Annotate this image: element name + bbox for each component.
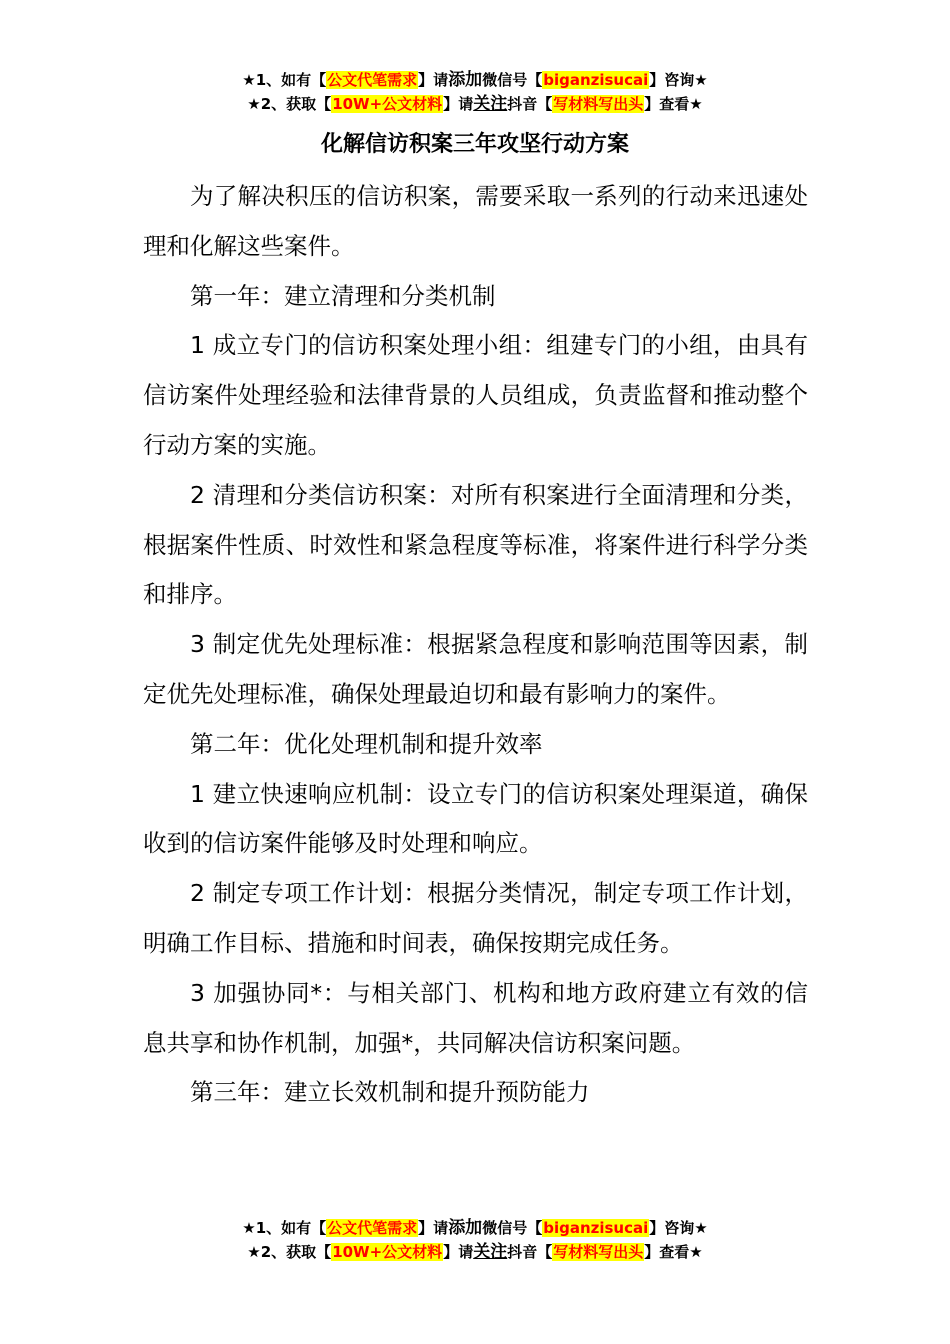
paragraph: 1 成立专门的信访积案处理小组：组建专门的小组，由具有信访案件处理经验和法律背景的人员组成，负责监督和推动整个行动方案的实施。 (143, 331, 808, 459)
promo-text: 微信号【 (482, 71, 543, 89)
promo-wechat-id: biganzisucai (543, 1219, 649, 1237)
promo-emphasis: 关注 (473, 94, 508, 114)
promo-highlight: 10W+公文材料 (332, 1243, 443, 1261)
promo-text: 】咨询★ (649, 1219, 708, 1237)
promo-text: 抖音【 (507, 95, 553, 113)
promo-line-2 (0, 92, 950, 116)
section-heading: 第三年：建立长效机制和提升预防能力 (190, 1078, 590, 1107)
paragraph: 3 制定优先处理标准：根据紧急程度和影响范围等因素，制定优先处理标准，确保处理最迫切和最有影响力的案件。 (143, 630, 808, 708)
promo-highlight: 10W+公文材料 (332, 95, 443, 113)
promo-banner-bottom (0, 1216, 950, 1264)
promo-text: 】查看★ (644, 1243, 703, 1261)
promo-text: ★2、获取【 (247, 1243, 332, 1261)
document-body (143, 172, 808, 1118)
promo-text: 】请 (418, 71, 449, 89)
promo-text: 】请 (443, 1243, 474, 1261)
paragraph: 1 建立快速响应机制：设立专门的信访积案处理渠道，确保收到的信访案件能够及时处理和响应。 (143, 779, 808, 858)
promo-line-1 (0, 68, 950, 92)
promo-douyin-id: 写材料写出头 (553, 1243, 644, 1261)
promo-text: 】查看★ (644, 95, 703, 113)
promo-text: 】请 (418, 1219, 449, 1237)
document-title: 化解信访积案三年攻坚行动方案 (320, 132, 629, 157)
promo-emphasis: 添加 (448, 1218, 483, 1238)
section-heading: 第一年：建立清理和分类机制 (190, 281, 496, 310)
paragraph: 为了解决积压的信访积案，需要采取一系列的行动来迅速处理和化解这些案件。 (143, 182, 808, 260)
section-heading: 第二年：优化处理机制和提升效率 (190, 729, 543, 758)
paragraph: 2 制定专项工作计划：根据分类情况，制定专项工作计划，明确工作目标、措施和时间表，确保按期完成任务。 (143, 879, 808, 957)
promo-highlight: 公文代笔需求 (327, 71, 418, 89)
promo-douyin-id: 写材料写出头 (553, 95, 644, 113)
promo-text: 】咨询★ (649, 71, 708, 89)
promo-text: 】请 (443, 95, 474, 113)
promo-text: ★2、获取【 (247, 95, 332, 113)
paragraph: 3 加强协同*：与相关部门、机构和地方政府建立有效的信息共享和协作机制，加强*，共同解决信访积案问题。 (143, 978, 808, 1057)
promo-text: ★1、如有【 (242, 1219, 327, 1237)
paragraph: 2 清理和分类信访积案：对所有积案进行全面清理和分类，根据案件性质、时效性和紧急程度等标准，将案件进行科学分类和排序。 (143, 480, 808, 609)
promo-line-1 (0, 1216, 950, 1240)
promo-text: 抖音【 (507, 1243, 553, 1261)
promo-text: 微信号【 (482, 1219, 543, 1237)
promo-highlight: 公文代笔需求 (327, 1219, 418, 1237)
promo-banner-top (0, 68, 950, 116)
promo-text: ★1、如有【 (242, 71, 327, 89)
promo-emphasis: 添加 (448, 70, 483, 90)
promo-line-2 (0, 1240, 950, 1264)
promo-wechat-id: biganzisucai (543, 71, 649, 89)
promo-emphasis: 关注 (473, 1242, 508, 1262)
